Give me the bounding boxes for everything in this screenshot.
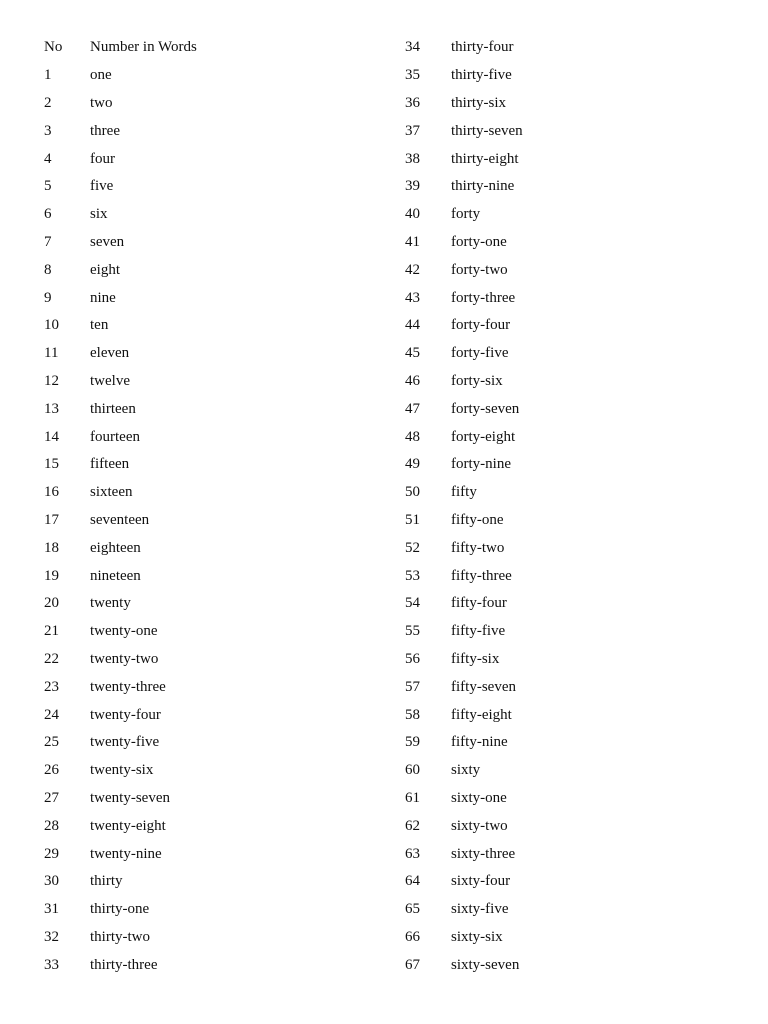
- row-word: fifty-eight: [451, 706, 512, 723]
- row-number: 49: [405, 456, 420, 473]
- table-row: [405, 590, 745, 618]
- row-number: 4: [44, 150, 52, 167]
- table-row: [405, 785, 745, 813]
- row-word: fifty-seven: [451, 678, 516, 695]
- row-number: 48: [405, 428, 420, 445]
- row-word: five: [90, 178, 114, 195]
- row-word: sixty-seven: [451, 956, 520, 973]
- row-number: 67: [405, 956, 420, 973]
- table-row: [405, 90, 745, 118]
- table-row: [405, 840, 745, 868]
- table-row: [405, 451, 745, 479]
- table-row: [44, 590, 384, 618]
- row-word: nine: [90, 289, 116, 306]
- row-number: 36: [405, 94, 420, 111]
- table-row: [405, 117, 745, 145]
- right-column: [405, 34, 745, 979]
- row-word: thirty-four: [451, 39, 514, 56]
- table-row: [44, 229, 384, 257]
- row-number: 39: [405, 178, 420, 195]
- table-row: [405, 312, 745, 340]
- row-word: twenty-five: [90, 734, 160, 751]
- row-number: 33: [44, 956, 59, 973]
- row-word: twenty-seven: [90, 789, 170, 806]
- row-number: 22: [44, 650, 59, 667]
- row-word: eleven: [90, 345, 130, 362]
- row-word: twenty-six: [90, 762, 154, 779]
- table-row: [405, 729, 745, 757]
- row-number: 15: [44, 456, 59, 473]
- row-number: 8: [44, 261, 52, 278]
- row-number: 46: [405, 372, 420, 389]
- row-word: fifty-two: [451, 539, 505, 556]
- row-number: 3: [44, 122, 52, 139]
- table-row: [44, 868, 384, 896]
- table-row: [44, 312, 384, 340]
- row-word: twenty-four: [90, 706, 161, 723]
- table-row: [405, 229, 745, 257]
- table-row: [44, 534, 384, 562]
- row-word: thirty-nine: [451, 178, 515, 195]
- row-number: 10: [44, 317, 59, 334]
- row-number: 44: [405, 317, 420, 334]
- row-number: 23: [44, 678, 59, 695]
- row-word: thirty-one: [90, 901, 150, 918]
- table-row: [405, 812, 745, 840]
- row-word: twenty-nine: [90, 845, 162, 862]
- table-row: [44, 90, 384, 118]
- row-word: thirty-two: [90, 928, 150, 945]
- table-row: [44, 173, 384, 201]
- row-word: thirty-six: [451, 94, 506, 111]
- row-number: 43: [405, 289, 420, 306]
- row-number: 65: [405, 901, 420, 918]
- row-word: twelve: [90, 372, 130, 389]
- row-word: forty-three: [451, 289, 516, 306]
- row-word: seventeen: [90, 511, 150, 528]
- row-number: 40: [405, 206, 420, 223]
- table-row: [405, 395, 745, 423]
- row-word: eight: [90, 261, 120, 278]
- row-number: 32: [44, 928, 59, 945]
- row-word: forty-five: [451, 345, 509, 362]
- table-row: [405, 423, 745, 451]
- row-word: six: [90, 206, 108, 223]
- row-word: fifty-three: [451, 567, 512, 584]
- header-row: [44, 34, 384, 62]
- row-word: twenty-one: [90, 623, 158, 640]
- row-word: ten: [90, 317, 109, 334]
- table-row: [44, 673, 384, 701]
- row-number: 25: [44, 734, 59, 751]
- table-row: [44, 62, 384, 90]
- row-number: 20: [44, 595, 59, 612]
- table-row: [44, 896, 384, 924]
- table-row: [44, 785, 384, 813]
- table-row: [405, 256, 745, 284]
- row-number: 31: [44, 901, 59, 918]
- row-word: fifty: [451, 484, 477, 501]
- row-word: sixteen: [90, 484, 133, 501]
- row-word: thirty-eight: [451, 150, 519, 167]
- row-word: thirty: [90, 873, 123, 890]
- table-row: [44, 340, 384, 368]
- row-number: 6: [44, 206, 52, 223]
- row-word: fifty-six: [451, 650, 500, 667]
- row-word: three: [90, 122, 120, 139]
- row-number: 29: [44, 845, 59, 862]
- table-row: [405, 951, 745, 979]
- row-number: 5: [44, 178, 52, 195]
- left-column: [44, 34, 384, 979]
- row-number: 42: [405, 261, 420, 278]
- table-row: [405, 173, 745, 201]
- table-row: [44, 507, 384, 535]
- table-row: [405, 340, 745, 368]
- table-row: [405, 673, 745, 701]
- row-word: thirty-seven: [451, 122, 523, 139]
- table-row: [44, 284, 384, 312]
- row-word: forty-seven: [451, 400, 520, 417]
- row-word: two: [90, 94, 113, 111]
- table-row: [44, 395, 384, 423]
- table-row: [44, 256, 384, 284]
- row-word: sixty-two: [451, 817, 508, 834]
- table-row: [405, 479, 745, 507]
- row-word: thirty-five: [451, 67, 512, 84]
- row-word: fifty-nine: [451, 734, 508, 751]
- row-word: fifty-one: [451, 511, 504, 528]
- row-number: 41: [405, 233, 420, 250]
- row-word: fifty-four: [451, 595, 507, 612]
- row-word: sixty: [451, 762, 481, 779]
- row-word: forty-four: [451, 317, 511, 334]
- table-row: [44, 757, 384, 785]
- table-row: [44, 479, 384, 507]
- row-number: 26: [44, 762, 59, 779]
- table-row: [405, 62, 745, 90]
- row-number: 38: [405, 150, 420, 167]
- row-number: 30: [44, 873, 59, 890]
- row-word: sixty-one: [451, 789, 507, 806]
- table-row: [44, 951, 384, 979]
- row-number: 61: [405, 789, 420, 806]
- row-word: eighteen: [90, 539, 141, 556]
- table-row: [44, 451, 384, 479]
- row-word: fifteen: [90, 456, 130, 473]
- table-row: [405, 924, 745, 952]
- row-number: 45: [405, 345, 420, 362]
- table-row: [44, 618, 384, 646]
- row-word: forty-one: [451, 233, 507, 250]
- table-row: [44, 423, 384, 451]
- row-number: 19: [44, 567, 59, 584]
- table-row: [44, 840, 384, 868]
- row-number: 56: [405, 650, 420, 667]
- table-row: [405, 534, 745, 562]
- row-word: twenty-three: [90, 678, 166, 695]
- table-row: [405, 145, 745, 173]
- row-word: thirty-three: [90, 956, 158, 973]
- row-number: 18: [44, 539, 59, 556]
- row-word: one: [90, 67, 112, 84]
- table-row: [405, 562, 745, 590]
- table-row: [44, 368, 384, 396]
- row-word: nineteen: [90, 567, 141, 584]
- row-number: 11: [44, 345, 59, 362]
- table-row: [405, 284, 745, 312]
- row-word: four: [90, 150, 115, 167]
- row-number: 50: [405, 484, 420, 501]
- table-row: [405, 646, 745, 674]
- row-number: 57: [405, 678, 420, 695]
- row-word: forty-two: [451, 261, 508, 278]
- table-row: [405, 868, 745, 896]
- row-number: 16: [44, 484, 59, 501]
- row-word: twenty: [90, 595, 131, 612]
- header-no: No: [44, 39, 63, 56]
- row-word: forty-eight: [451, 428, 516, 445]
- row-word: sixty-four: [451, 873, 511, 890]
- table-row: [44, 701, 384, 729]
- table-row: [405, 201, 745, 229]
- row-number: 60: [405, 762, 420, 779]
- table-row: [405, 34, 745, 62]
- row-number: 21: [44, 623, 59, 640]
- row-word: fourteen: [90, 428, 140, 445]
- row-word: forty: [451, 206, 481, 223]
- row-number: 7: [44, 233, 52, 250]
- table-row: [44, 201, 384, 229]
- row-number: 34: [405, 39, 420, 56]
- row-number: 1: [44, 67, 52, 84]
- row-number: 17: [44, 511, 59, 528]
- row-word: sixty-three: [451, 845, 516, 862]
- row-number: 9: [44, 289, 52, 306]
- row-word: thirteen: [90, 400, 136, 417]
- table-row: [44, 117, 384, 145]
- row-number: 27: [44, 789, 59, 806]
- row-number: 54: [405, 595, 420, 612]
- table-row: [44, 812, 384, 840]
- row-word: sixty-five: [451, 901, 509, 918]
- row-number: 59: [405, 734, 420, 751]
- row-number: 62: [405, 817, 420, 834]
- table-row: [405, 701, 745, 729]
- row-number: 14: [44, 428, 59, 445]
- row-word: forty-six: [451, 372, 503, 389]
- row-word: forty-nine: [451, 456, 511, 473]
- table-row: [44, 729, 384, 757]
- table-row: [405, 618, 745, 646]
- row-number: 66: [405, 928, 420, 945]
- row-number: 58: [405, 706, 420, 723]
- row-number: 51: [405, 511, 420, 528]
- row-number: 47: [405, 400, 420, 417]
- row-number: 64: [405, 873, 420, 890]
- row-number: 55: [405, 623, 420, 640]
- row-number: 24: [44, 706, 59, 723]
- row-number: 52: [405, 539, 420, 556]
- row-number: 2: [44, 94, 52, 111]
- table-row: [405, 368, 745, 396]
- header-number-in-words: Number in Words: [90, 39, 197, 56]
- row-number: 37: [405, 122, 420, 139]
- row-word: sixty-six: [451, 928, 503, 945]
- row-word: twenty-eight: [90, 817, 166, 834]
- table-row: [405, 757, 745, 785]
- row-word: twenty-two: [90, 650, 159, 667]
- table-row: [44, 562, 384, 590]
- table-row: [44, 646, 384, 674]
- row-number: 13: [44, 400, 59, 417]
- row-number: 28: [44, 817, 59, 834]
- row-number: 12: [44, 372, 59, 389]
- table-row: [44, 145, 384, 173]
- table-row: [405, 507, 745, 535]
- table-row: [44, 924, 384, 952]
- row-number: 35: [405, 67, 420, 84]
- row-word: fifty-five: [451, 623, 506, 640]
- row-number: 53: [405, 567, 420, 584]
- row-word: seven: [90, 233, 125, 250]
- row-number: 63: [405, 845, 420, 862]
- table-row: [405, 896, 745, 924]
